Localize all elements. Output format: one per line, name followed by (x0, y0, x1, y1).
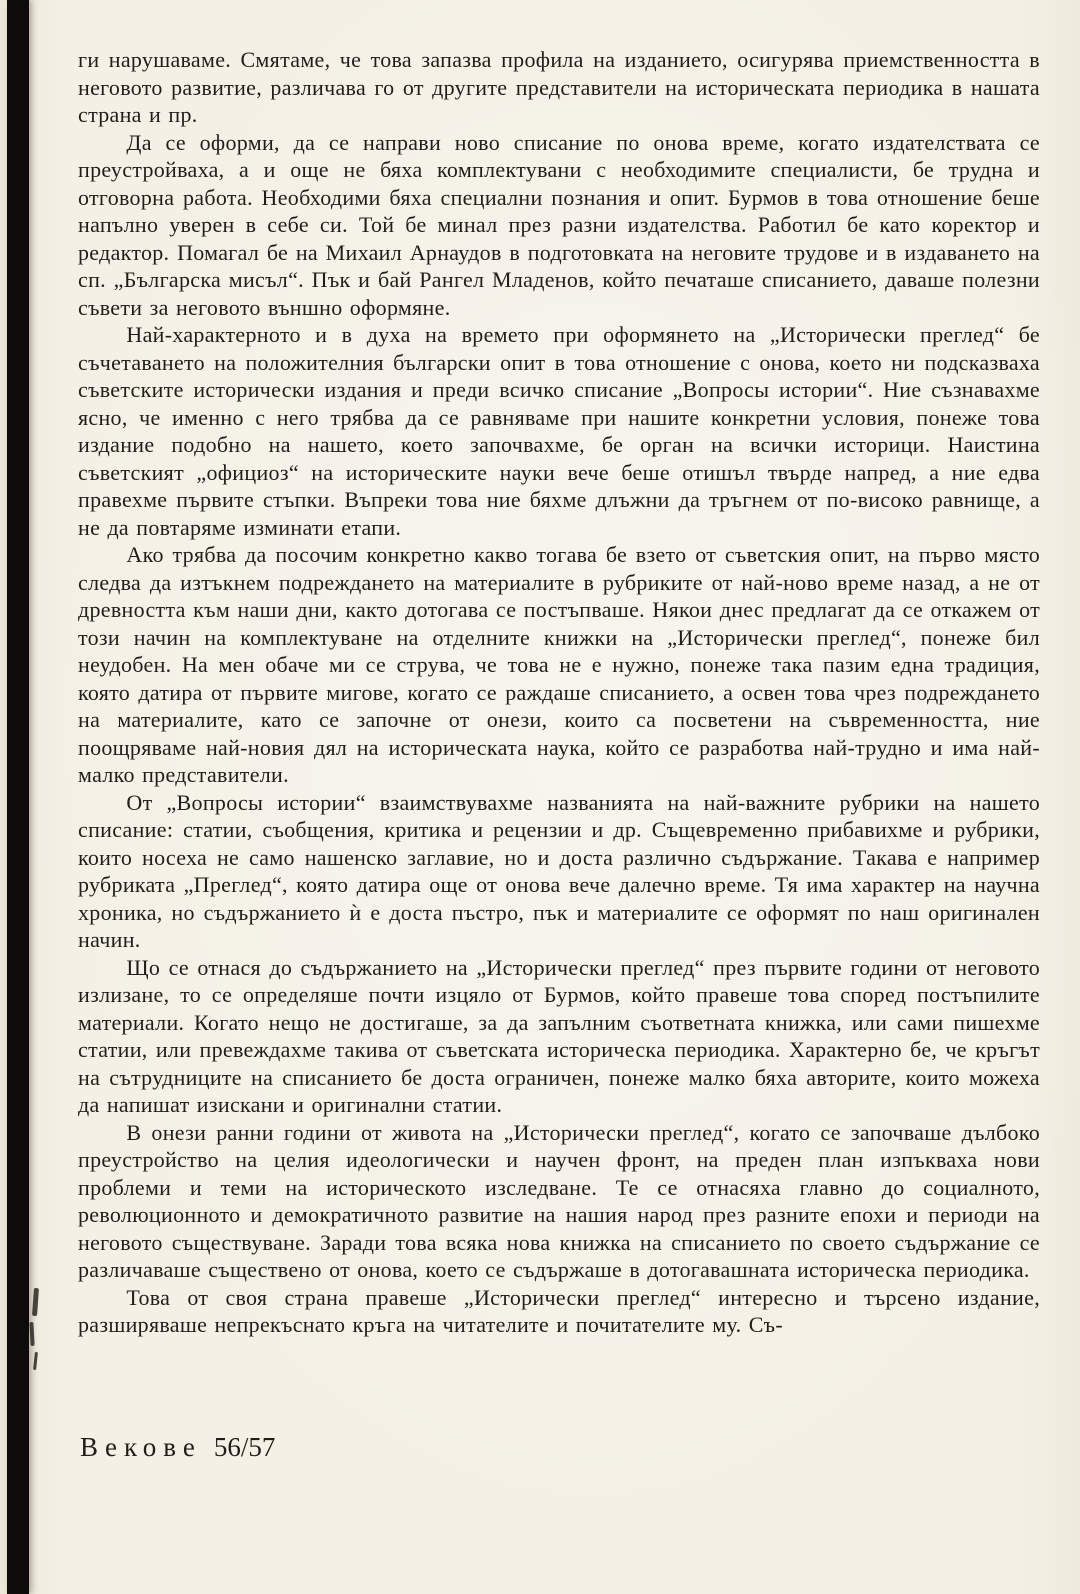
paragraph: Що се отнася до съдържанието на „Исторически преглед“ през първите години от неговото излизане, то се определяше почти изцяло от Бурмов, който правеше това според постъпилите материали. Когато нещо не достигаше, за да запълним съответната книжка, или сами пишехме статии, или превеждахме такива от съветската историческа периодика. Характерно бе, че кръгът на сътрудниците на списанието бе доста ограничен, понеже малко бяха авторите, които можеха да напишат изискани и оригинални статии. (78, 954, 1040, 1117)
paragraph: Ако трябва да посочим конкретно какво тогава бе взето от съветския опит, на първо място следва да изтъкнем подреждането на материалите в рубриките от най-ново време назад, а не от древността към наши дни, както дотогава се постъпваше. Някои днес предлагат да се откажем от този начин на комплектуване на отделните книжки на „Исторически преглед“, понеже бил неудобен. На мен обаче ми се струва, че това не е нужно, понеже така пазим една традиция, която датира от първите мигове, когато се раждаше списанието, а освен това чрез подреждането на материалите, като се започне от онези, които са посветени на съвременността, ние поощряваме най-новия дял на историческата наука, който се разработва най-трудно и има най-малко представители. (78, 542, 1040, 787)
scan-ink-artifact (32, 1288, 39, 1316)
scan-ink-artifact (33, 1352, 38, 1370)
paragraph: В онези ранни години от живота на „Исторически преглед“, когато се започваше дълбоко преустройство на целия идеологически и научен фронт, на преден план изпъкваха нови проблеми и теми на историческото изследване. Те се отнасяха главно до социалното, революционното и демократичното развитие на нашия народ през разните епохи и периоди на неговото съществуване. Заради това всяка нова книжка на списанието по своето съдържание се различаваше съществено от онова, което се съдържаше в дотогавашната историческа периодика. (78, 1119, 1040, 1282)
paragraph-continuation: ги нарушаваме. Смятаме, че това запазва профила на изданието, осигурява приемственността в неговото развитие, различава го от другите представители на историческата периодика в нашата страна и пр. (78, 47, 1040, 127)
journal-name: Векове (80, 1432, 202, 1462)
issue-number: 56/57 (213, 1432, 276, 1462)
paragraph: Да се оформи, да се направи ново списание по онова време, когато издателствата се преустройваха, а и още не бяха комплектувани с необходимите специалисти, бе трудна и отговорна работа. Необходими бяха специални познания и опит. Бурмов в това отношение беше напълно уверен в себе си. Той бе минал през разни издателства. Работил бе като коректор и редактор. Помагал бе на Михаил Арнаудов в подготовката на неговите трудове и в издаването на сп. „Българска мисъл“. Пък и бай Рангел Младенов, който печаташе списанието, даваше полезни съвети за неговото външно оформяне. (78, 129, 1040, 320)
binding-shadow-bar (7, 0, 29, 1594)
page-footer (80, 1432, 275, 1463)
paragraph: От „Вопросы истории“ взаимствувахме названията на най-важните рубрики на нашето списание: статии, съобщения, критика и рецензии и др. Същевременно прибавихме и рубрики, които носеха не само нашенско заглавие, но и доста различно съдържание. Такава е например рубриката „Преглед“, която датира още от онова вече далечно време. Тя има характер на научна хроника, но съдържанието ѝ е доста пъстро, пък и материалите се оформят по наш оригинален начин. (78, 789, 1040, 952)
paragraph: Най-характерното и в духа на времето при оформянето на „Исторически преглед“ бе съчетаването на положителния български опит в това отношение с онова, което ни подсказваха съветските исторически издания и преди всичко списание „Вопросы истории“. Ние съзнавахме ясно, че именно с него трябва да се равняваме при нашите конкретни условия, понеже това издание подобно на нашето, което започвахме, бе орган на всички историци. Наистина съветският „официоз“ на историческите науки вече беше отишъл твърде напред, а ние едва правехме първите стъпки. Въпреки това ние бяхме длъжни да тръгнем от по-високо равнище, а не да повтаряме изминати етапи. (78, 322, 1040, 540)
scan-ink-artifact (29, 1322, 34, 1346)
paragraph: Това от своя страна правеше „Исторически преглед“ интересно и търсено издание, разширяваше непрекъснато кръга на читателите и почитателите му. Съ- (78, 1284, 1040, 1337)
body-text (78, 46, 1040, 1339)
